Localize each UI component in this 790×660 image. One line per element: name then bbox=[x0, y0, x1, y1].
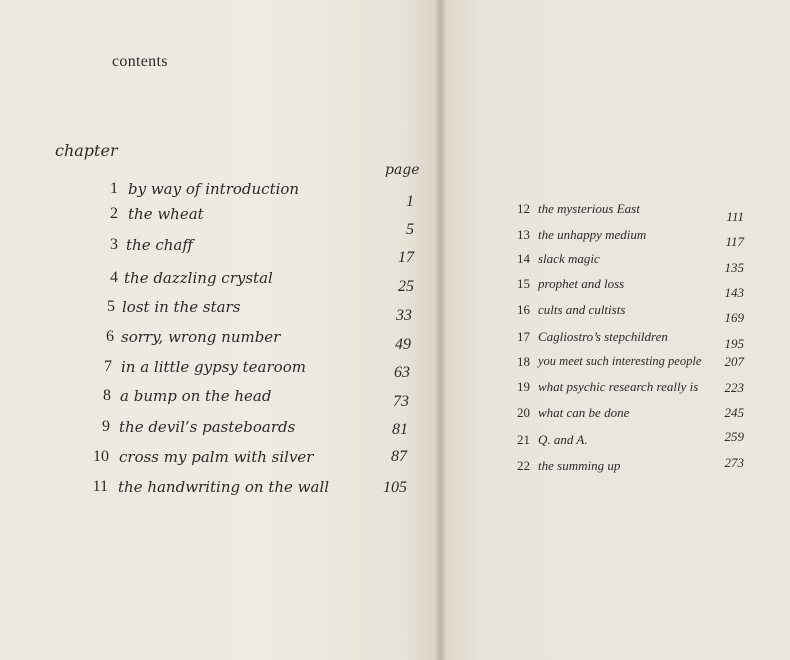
chapter-title: prophet and loss bbox=[538, 276, 625, 291]
chapter-page: 73 bbox=[393, 393, 409, 410]
chapter-number: 5 bbox=[107, 298, 115, 315]
chapter-page: 245 bbox=[724, 405, 744, 420]
page-column-label: page bbox=[385, 162, 420, 178]
chapter-title: the dazzling crystal bbox=[124, 269, 273, 287]
chapter-title: what psychic research really is bbox=[538, 379, 699, 394]
chapter-page: 5 bbox=[406, 221, 414, 238]
chapter-title: cults and cultists bbox=[538, 302, 626, 317]
chapter-page: 81 bbox=[392, 421, 408, 438]
chapter-title: cross my palm with silver bbox=[119, 448, 314, 466]
chapter-title: the summing up bbox=[538, 458, 621, 473]
chapter-number: 16 bbox=[517, 302, 530, 317]
chapter-title: a bump on the head bbox=[120, 387, 272, 405]
chapter-page: 223 bbox=[724, 380, 744, 395]
chapter-title: by way of introduction bbox=[128, 180, 300, 198]
chapter-number: 14 bbox=[517, 251, 530, 266]
chapter-number: 2 bbox=[110, 205, 118, 222]
chapter-title: what can be done bbox=[538, 405, 630, 420]
chapter-page: 117 bbox=[725, 234, 744, 249]
chapter-page: 33 bbox=[396, 307, 412, 324]
chapter-title: the handwriting on the wall bbox=[118, 478, 330, 496]
chapter-number: 17 bbox=[517, 329, 530, 344]
chapter-number: 6 bbox=[106, 328, 114, 345]
chapter-number: 13 bbox=[517, 227, 530, 242]
chapter-title: Cagliostro’s stepchildren bbox=[538, 329, 668, 344]
chapter-number: 8 bbox=[103, 387, 111, 404]
right-page bbox=[446, 0, 790, 660]
chapter-title: the wheat bbox=[128, 205, 204, 223]
chapter-title: the devil’s pasteboards bbox=[119, 418, 296, 436]
chapter-page: 111 bbox=[726, 209, 744, 224]
chapter-page: 259 bbox=[724, 429, 744, 444]
chapter-title: the mysterious East bbox=[538, 201, 640, 216]
chapter-number: 22 bbox=[517, 458, 530, 473]
book-gutter bbox=[436, 0, 446, 660]
chapter-number: 10 bbox=[93, 448, 109, 465]
chapter-page: 49 bbox=[395, 336, 411, 353]
chapter-title: the unhappy medium bbox=[538, 227, 647, 242]
chapter-number: 3 bbox=[110, 236, 118, 253]
contents-heading: contents bbox=[112, 53, 168, 70]
chapter-number: 20 bbox=[517, 405, 530, 420]
chapter-page: 17 bbox=[398, 249, 414, 266]
chapter-number: 12 bbox=[517, 201, 530, 216]
chapter-title: sorry, wrong number bbox=[121, 328, 281, 346]
chapter-page: 273 bbox=[724, 455, 744, 470]
chapter-column-label: chapter bbox=[55, 141, 118, 160]
chapter-title: in a little gypsy tearoom bbox=[121, 358, 306, 376]
chapter-title: slack magic bbox=[538, 251, 600, 266]
chapter-page: 195 bbox=[724, 336, 744, 351]
chapter-page: 1 bbox=[406, 193, 414, 210]
chapter-number: 21 bbox=[517, 432, 530, 447]
chapter-page: 135 bbox=[724, 260, 744, 275]
chapter-page: 143 bbox=[724, 285, 744, 300]
chapter-page: 207 bbox=[724, 354, 744, 369]
chapter-number: 9 bbox=[102, 418, 110, 435]
chapter-title: Q. and A. bbox=[538, 432, 588, 447]
chapter-page: 169 bbox=[724, 310, 744, 325]
chapter-number: 19 bbox=[517, 379, 530, 394]
chapter-number: 4 bbox=[110, 269, 118, 286]
chapter-page: 87 bbox=[391, 448, 407, 465]
chapter-number: 18 bbox=[517, 354, 530, 369]
chapter-title: the chaff bbox=[126, 236, 193, 254]
chapter-number: 7 bbox=[104, 358, 112, 375]
chapter-page: 63 bbox=[394, 364, 410, 381]
chapter-page: 25 bbox=[398, 278, 414, 295]
chapter-number: 15 bbox=[517, 276, 530, 291]
chapter-page: 105 bbox=[383, 479, 407, 496]
chapter-title: lost in the stars bbox=[122, 298, 241, 316]
chapter-number: 1 bbox=[110, 180, 118, 197]
chapter-title: you meet such interesting people bbox=[538, 354, 702, 368]
chapter-number: 11 bbox=[92, 478, 108, 495]
